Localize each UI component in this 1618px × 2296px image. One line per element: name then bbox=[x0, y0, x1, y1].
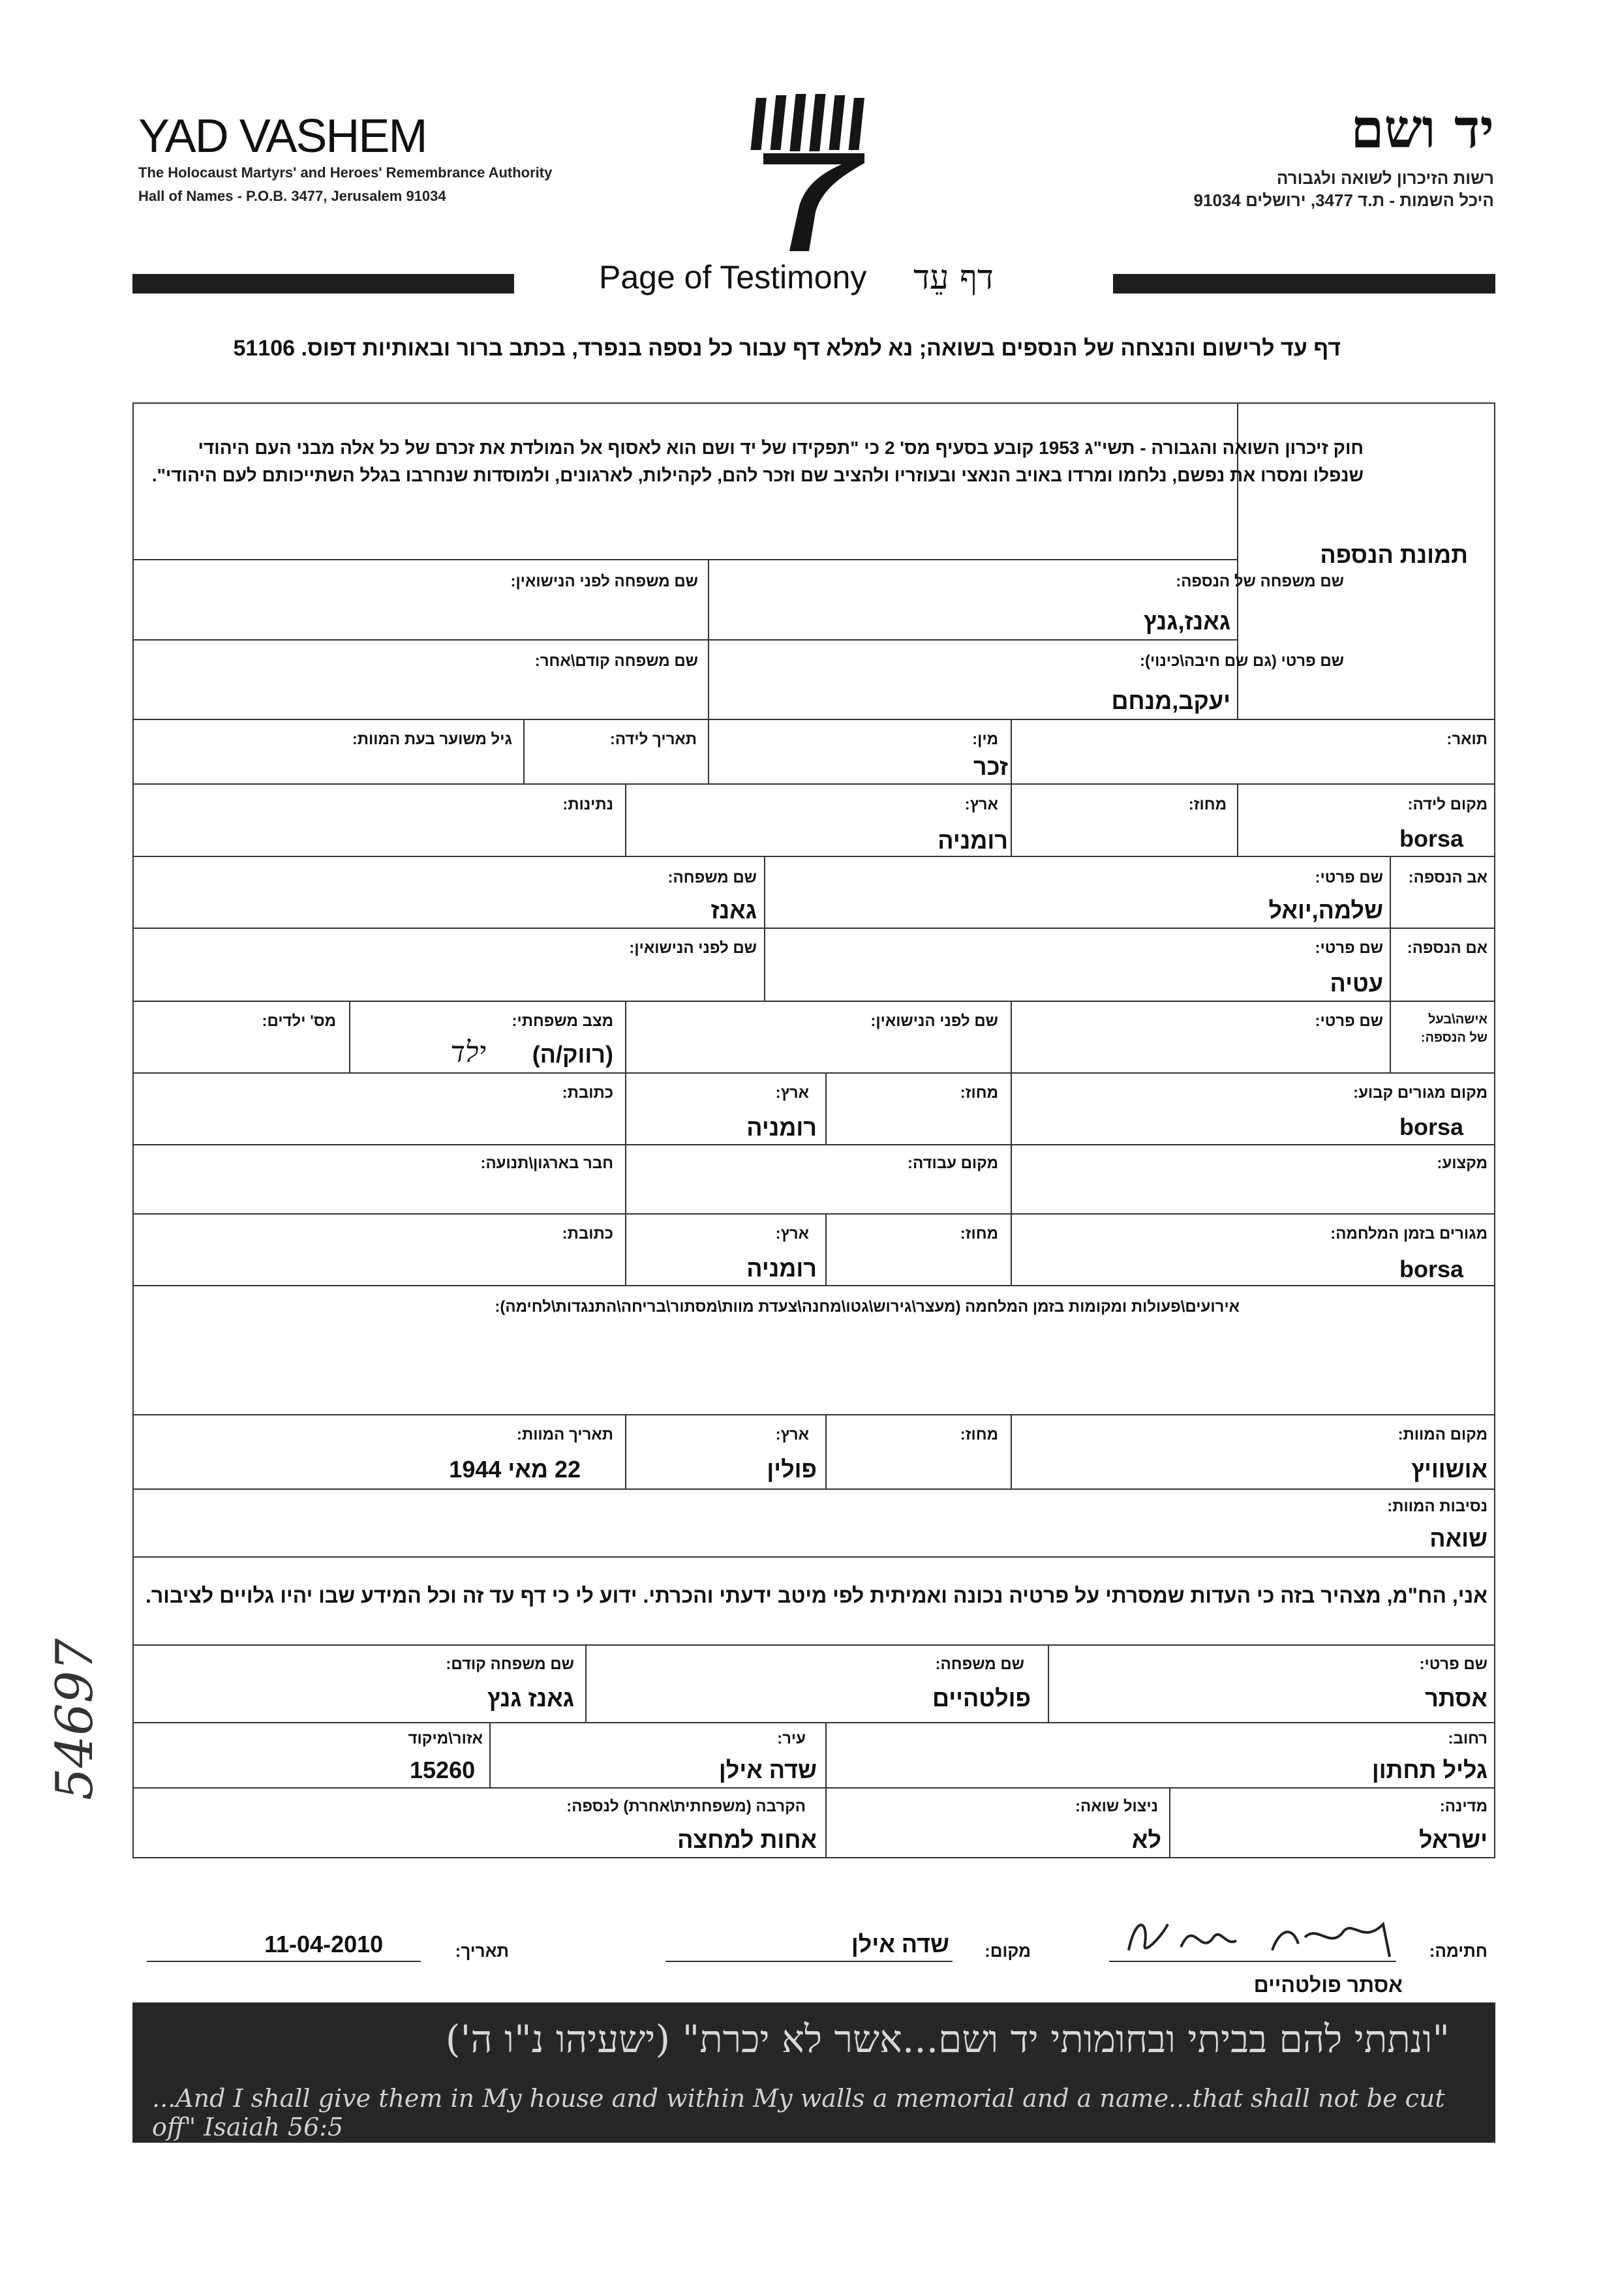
marital-status-handwritten: ילד bbox=[450, 1036, 486, 1069]
divider bbox=[625, 1001, 626, 1073]
place-value[interactable]: שדה אילן bbox=[851, 1931, 949, 1957]
country-label: מדינה: bbox=[1439, 1798, 1488, 1815]
date-value[interactable]: 11-04-2010 bbox=[264, 1931, 384, 1957]
page-title-he: דף עֵד bbox=[913, 258, 994, 297]
birthplace-value[interactable]: borsa bbox=[1399, 825, 1464, 852]
surname-value[interactable]: גאנז,גנץ bbox=[1143, 608, 1230, 635]
divider bbox=[625, 1213, 626, 1286]
submitter-surname-value[interactable]: פולטהיים bbox=[932, 1685, 1031, 1712]
divider bbox=[825, 1414, 827, 1489]
father-label: אב הנספה: bbox=[1408, 869, 1488, 886]
death-circumstances-value[interactable]: שואה bbox=[1429, 1525, 1488, 1552]
header-bar-right bbox=[1113, 274, 1495, 294]
father-first-label: שם פרטי: bbox=[1315, 869, 1383, 886]
signature-name: אסתר פולטהיים bbox=[1253, 1973, 1403, 1997]
residence-label: מקום מגורים קבוע: bbox=[1353, 1084, 1488, 1102]
city-label: עיר: bbox=[777, 1730, 806, 1747]
rule bbox=[132, 1414, 1495, 1415]
spouse-label: אישה\בעל bbox=[1427, 1012, 1488, 1027]
archive-number-handwritten: 54697 bbox=[46, 1638, 104, 1800]
birth-country-value[interactable]: רומניה bbox=[938, 827, 1008, 854]
birthplace-label: מקום לידה: bbox=[1407, 796, 1488, 813]
profession-label: מקצוע: bbox=[1437, 1155, 1488, 1172]
gender-value[interactable]: זכר bbox=[973, 753, 1008, 780]
rule bbox=[132, 1644, 1495, 1646]
birth-district-label: מחוז: bbox=[1188, 796, 1227, 813]
divider bbox=[489, 1722, 491, 1788]
divider bbox=[1011, 783, 1012, 856]
submitter-first-label: שם פרטי: bbox=[1419, 1655, 1488, 1673]
law-text: חוק זיכרון השואה והגבורה - תשי"ג 1953 קובע בסעיף מס' 2 כי "תפקידו של יד ושם הוא לאסוף אל המולדת את זכרם של כל אלה מבני העם היהודי שנפלו ומסרו את נפשם, נלחמו ומרדו באויב הנאצי ובעוזריו ולהציב שם וזכר להם, לקהילות, לארגונים, ולמוסדות שנחרבו בגלל השתייכותם לעם היהודי". bbox=[151, 438, 1364, 485]
street-value[interactable]: גליל תחתון bbox=[1371, 1757, 1488, 1783]
signature-label: חתימה: bbox=[1429, 1941, 1488, 1961]
date-line bbox=[147, 1961, 421, 1962]
divider bbox=[1048, 1644, 1049, 1723]
war-residence-value[interactable]: borsa bbox=[1399, 1256, 1464, 1282]
death-country-label: ארץ: bbox=[775, 1426, 809, 1443]
father-surname-value[interactable]: גאנז bbox=[710, 897, 757, 924]
rule bbox=[132, 928, 1495, 929]
birthdate-label: תאריך לידה: bbox=[609, 731, 697, 748]
survivor-label: ניצול שואה: bbox=[1075, 1798, 1158, 1815]
survivor-value[interactable]: לא bbox=[1131, 1826, 1161, 1853]
place-label: מקום: bbox=[985, 1941, 1031, 1961]
org-name-he: יד ושם bbox=[1351, 98, 1494, 160]
residence-country-value[interactable]: רומניה bbox=[746, 1114, 817, 1141]
mother-label: אם הנספה: bbox=[1407, 939, 1488, 957]
city-value[interactable]: שדה אילן bbox=[718, 1757, 817, 1783]
divider bbox=[523, 719, 525, 784]
org-address-en: Hall of Names - P.O.B. 3477, Jerusalem 91034 bbox=[138, 188, 446, 204]
org-subtitle-en: The Holocaust Martyrs' and Heroes' Remembrance Authority bbox=[138, 164, 553, 181]
relation-label: הקרבה (משפחתית\אחרת) לנספה: bbox=[566, 1798, 806, 1815]
org-subtitle-he: רשות הזיכרון לשואה ולגבורה bbox=[1276, 168, 1494, 188]
war-country-value[interactable]: רומניה bbox=[746, 1255, 817, 1282]
surname-label: שם משפחה של הנספה: bbox=[1176, 573, 1344, 590]
divider bbox=[1011, 1072, 1012, 1145]
title-label: תואר: bbox=[1446, 731, 1488, 748]
org-address-he: היכל השמות - ת.ד 3477, ירושלים 91034 bbox=[1193, 190, 1494, 210]
spouse-maiden-label: שם לפני הנישואין: bbox=[870, 1012, 998, 1030]
divider bbox=[708, 719, 709, 784]
photo-label: תמונת הנספה bbox=[1320, 541, 1468, 568]
wartime-events-label: אירועים\פעולות ומקומות בזמן המלחמה (מעצר\גירוש\גטו\מחנה\צעדת מוות\מסתור\בריחה\התנגדות\לחימה): bbox=[495, 1298, 1240, 1316]
divider bbox=[1011, 719, 1012, 784]
rule bbox=[132, 1001, 1495, 1002]
residence-district-label: מחוז: bbox=[960, 1084, 998, 1102]
death-circumstances-label: נסיבות המוות: bbox=[1387, 1498, 1488, 1515]
banner-quote-en: ...And I shall give them in My house and within My walls a memorial and a name...that shall not be cut off" Isaiah 56:5 bbox=[152, 2084, 1445, 2141]
org-name-en: YAD VASHEM bbox=[138, 110, 427, 162]
divider bbox=[1011, 1414, 1012, 1489]
war-country-label: ארץ: bbox=[775, 1225, 809, 1243]
spouse-label-2: של הנספה: bbox=[1420, 1031, 1488, 1045]
place-line bbox=[665, 1961, 953, 1962]
death-place-label: מקום המוות: bbox=[1397, 1426, 1488, 1443]
form-instruction: דף עד לרישום והנצחה של הנספים בשואה; נא למלא דף עבור כל נספה בנפרד, בכתב ברור ובאותיות דפוס. 51106 bbox=[233, 336, 1341, 361]
country-value[interactable]: ישראל bbox=[1418, 1826, 1488, 1853]
father-first-value[interactable]: שלמה,יואל bbox=[1268, 897, 1383, 924]
spouse-first-label: שם פרטי: bbox=[1315, 1012, 1383, 1030]
declaration-text: אני, הח"מ, מצהיר בזה כי העדות שמסרתי על פרטיה נכונה ואמיתית לפי מיטב ידעתי והכרתי. ידוע לי כי דף עד זה וכל המידע שבו יהיו גלויים לציבור. bbox=[145, 1584, 1488, 1607]
war-residence-label: מגורים בזמן המלחמה: bbox=[1330, 1225, 1488, 1243]
first-name-label: שם פרטי (גם שם חיבה\כינוי): bbox=[1139, 652, 1344, 670]
divider bbox=[349, 1001, 350, 1073]
organization-member-label: חבר בארגון\תנועה: bbox=[480, 1155, 613, 1172]
submitter-prev-surname-label: שם משפחה קודם: bbox=[446, 1655, 574, 1673]
death-place-value[interactable]: אושוויץ bbox=[1411, 1456, 1488, 1483]
rule bbox=[132, 1488, 1495, 1490]
divider bbox=[825, 1213, 827, 1286]
divider bbox=[1169, 1787, 1170, 1858]
war-address-label: כתובת: bbox=[562, 1225, 613, 1243]
rule bbox=[132, 1285, 1495, 1286]
date-label: תאריך: bbox=[455, 1941, 509, 1961]
death-district-label: מחוז: bbox=[960, 1426, 998, 1443]
divider bbox=[1011, 1001, 1012, 1073]
submitter-surname-label: שם משפחה: bbox=[935, 1655, 1024, 1673]
rule bbox=[132, 639, 1238, 641]
divider bbox=[625, 1144, 626, 1214]
rule bbox=[132, 559, 1238, 560]
rule bbox=[132, 1144, 1495, 1145]
divider bbox=[825, 1072, 827, 1145]
residence-address-label: כתובת: bbox=[562, 1084, 613, 1102]
banner-quote-he: "ונתתי להם בביתי ובחומותי יד ושם...אשר לא יכרת" (ישעיהו נ"ו ה') bbox=[445, 2017, 1450, 2061]
rule bbox=[132, 1787, 1495, 1789]
divider bbox=[625, 1072, 626, 1145]
death-date-label: תאריך המוות: bbox=[516, 1426, 613, 1443]
divider bbox=[1390, 1001, 1391, 1073]
war-district-label: מחוז: bbox=[960, 1225, 998, 1243]
handwritten-signature-icon bbox=[1122, 1911, 1396, 1963]
maiden-name-label: שם משפחה לפני הנישואין: bbox=[510, 573, 698, 590]
divider bbox=[825, 1722, 827, 1788]
mother-first-label: שם פרטי: bbox=[1315, 939, 1383, 957]
gender-label: מין: bbox=[972, 731, 998, 748]
marital-status-value[interactable]: (רווק/ה) bbox=[532, 1041, 613, 1068]
rule bbox=[132, 719, 1495, 720]
street-label: רחוב: bbox=[1448, 1730, 1488, 1747]
citizenship-label: נתינות: bbox=[562, 796, 613, 813]
birth-country-label: ארץ: bbox=[964, 796, 998, 813]
marital-status-label: מצב משפחתי: bbox=[511, 1012, 613, 1030]
divider bbox=[1011, 1213, 1012, 1286]
workplace-label: מקום עבודה: bbox=[908, 1155, 998, 1172]
yad-vashem-logo-icon bbox=[744, 91, 881, 254]
header-bar-left bbox=[132, 274, 514, 294]
first-name-value[interactable]: יעקב,מנחם bbox=[1111, 687, 1230, 714]
previous-surname-label: שם משפחה קודם\אחר: bbox=[534, 652, 698, 670]
page-title-en: Page of Testimony bbox=[599, 259, 867, 295]
divider bbox=[625, 1414, 626, 1489]
divider bbox=[585, 1644, 587, 1723]
rule bbox=[132, 783, 1495, 785]
zip-value[interactable]: 15260 bbox=[410, 1757, 476, 1783]
death-date-value[interactable]: 22 מאי 1944 bbox=[449, 1456, 581, 1483]
father-surname-label: שם משפחה: bbox=[667, 869, 757, 886]
divider bbox=[625, 783, 626, 856]
rule bbox=[132, 1556, 1495, 1558]
residence-value[interactable]: borsa bbox=[1399, 1113, 1464, 1140]
rule bbox=[132, 1722, 1495, 1723]
submitter-first-value[interactable]: אסתר bbox=[1425, 1685, 1488, 1712]
children-count-label: מס' ילדים: bbox=[262, 1012, 336, 1030]
mother-first-value[interactable]: עטיה bbox=[1330, 970, 1383, 997]
death-country-value[interactable]: פולין bbox=[767, 1456, 817, 1483]
divider bbox=[1237, 783, 1238, 856]
divider bbox=[1011, 1144, 1012, 1214]
rule bbox=[132, 1072, 1495, 1074]
residence-country-label: ארץ: bbox=[775, 1084, 809, 1102]
zip-label: אזור\מיקוד bbox=[408, 1730, 483, 1747]
divider bbox=[825, 1787, 827, 1858]
submitter-prev-surname-value[interactable]: גאנז גנץ bbox=[487, 1685, 574, 1712]
age-at-death-label: גיל משוער בעת המוות: bbox=[352, 731, 512, 748]
rule bbox=[132, 856, 1495, 857]
relation-value[interactable]: אחות למחצה bbox=[677, 1826, 817, 1853]
mother-maiden-label: שם לפני הנישואין: bbox=[629, 939, 757, 957]
quote-banner bbox=[132, 2002, 1495, 2143]
rule bbox=[132, 1213, 1495, 1215]
